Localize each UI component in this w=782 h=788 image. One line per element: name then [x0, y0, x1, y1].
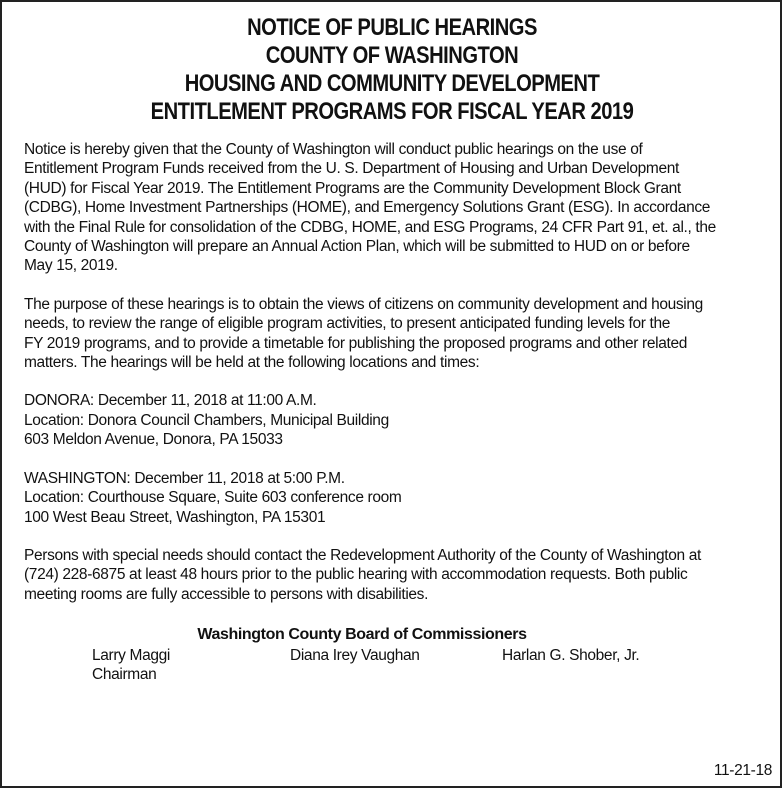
hearing-address: 603 Meldon Avenue, Donora, PA 15033	[24, 431, 283, 449]
hearing-washington	[24, 469, 760, 527]
accessibility-paragraph: Persons with special needs should contact the Redevelopment Authority of the County of Washington at (724) 228-6875 at least 48 hours prior to the public hearing with accommodation requests. Both public meeting rooms are fully accessible to persons with disabilities.	[24, 546, 701, 603]
program-title: ENTITLEMENT PROGRAMS FOR FISCAL YEAR 2019	[150, 98, 634, 125]
notice-title: NOTICE OF PUBLIC HEARINGS	[247, 14, 537, 41]
hearing-location: Location: Courthouse Square, Suite 603 conference room	[24, 489, 402, 507]
county-title: COUNTY OF WASHINGTON	[265, 42, 519, 69]
department-title: HOUSING AND COMMUNITY DEVELOPMENT	[184, 70, 600, 97]
board-title: Washington County Board of Commissioners	[197, 626, 527, 644]
chairman-title: Chairman	[92, 666, 157, 684]
intro-paragraph: Notice is hereby given that the County of Washington will conduct public hearings on the use of Entitlement Program Funds received from the U. S. Department of Housing and Urban Development (HUD) for Fiscal Year 2019. The Entitlement Programs are the Community Development Block Grant (CDBG), Home Investment Partnerships (HOME), and Emergency Solutions Grant (ESG). In accordance with the Final Rule for consolidation of the CDBG, HOME, and ESG Programs, 24 CFR Part 91, et. al., the County of Washington will prepare an Annual Action Plan, which will be submitted to HUD on or before May 15, 2019.	[24, 141, 716, 275]
hearing-when: WASHINGTON: December 11, 2018 at 5:00 P.M.	[24, 469, 345, 487]
publication-date: 11-21-18	[713, 762, 772, 779]
purpose-paragraph: The purpose of these hearings is to obtain the views of citizens on community development and housing needs, to review the range of eligible program activities, to present anticipated funding levels for the FY 2019 programs, and to provide a timetable for publishing the proposed programs and other related matters. The hearings will be held at the following locations and times:	[24, 295, 703, 372]
commissioner-name: Larry Maggi	[92, 647, 170, 665]
hearing-location: Location: Donora Council Chambers, Municipal Building	[24, 411, 389, 429]
hearing-address: 100 West Beau Street, Washington, PA 15301	[24, 508, 326, 526]
commissioner-name: Harlan G. Shober, Jr.	[502, 647, 640, 665]
hearing-donora	[24, 391, 760, 449]
commissioner-name: Diana Irey Vaughan	[290, 647, 420, 665]
notice-header	[24, 14, 760, 126]
hearing-when: DONORA: December 11, 2018 at 11:00 A.M.	[24, 392, 317, 410]
signature-block	[24, 625, 760, 685]
